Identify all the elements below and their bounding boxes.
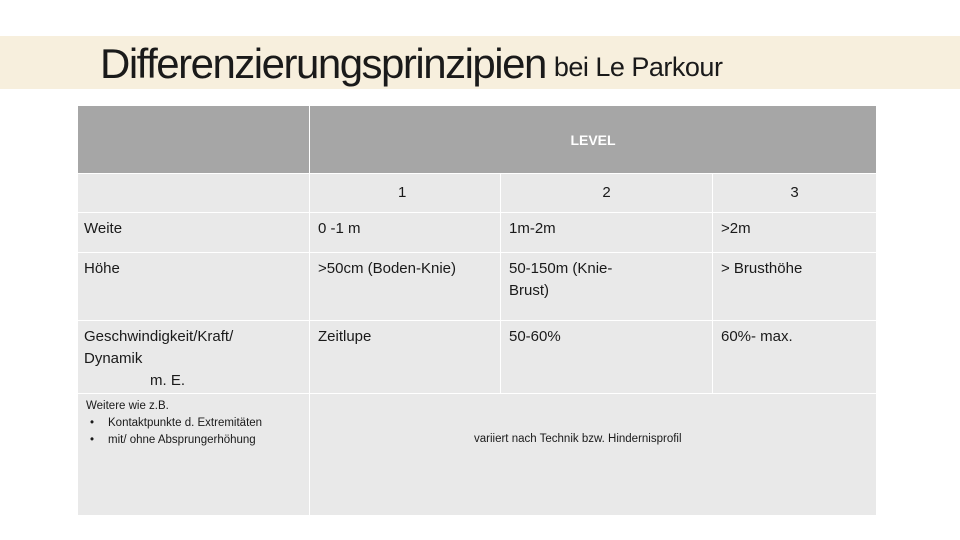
weitere-item: • Kontaktpunkte d. Extremitäten bbox=[86, 415, 301, 432]
hoehe-level-2: 50-150m (Knie- Brust) bbox=[501, 253, 712, 320]
level-label-empty-cell bbox=[78, 174, 309, 212]
header-corner-cell bbox=[78, 106, 309, 173]
row-label-weite: Weite bbox=[78, 213, 309, 252]
row-weitere bbox=[78, 394, 309, 515]
row-label-geschwindigkeit bbox=[78, 321, 309, 393]
geschwindigkeit-level-3: 60%- max. bbox=[713, 321, 876, 393]
weitere-label: Weitere wie z.B. bbox=[86, 400, 169, 412]
hoehe-level-1: >50cm (Boden-Knie) bbox=[310, 253, 500, 320]
geschwindigkeit-level-2: 50-60% bbox=[501, 321, 712, 393]
differentiation-table bbox=[78, 106, 873, 510]
level-header: LEVEL bbox=[310, 106, 876, 173]
level-1-header: 1 bbox=[310, 174, 500, 212]
geschwindigkeit-label: Geschwindigkeit/Kraft/ Dynamik bbox=[84, 328, 234, 367]
title-main: Differenzierungsprinzipien bbox=[100, 40, 546, 87]
weite-level-2: 1m-2m bbox=[501, 213, 712, 252]
hoehe-level-3: > Brusthöhe bbox=[713, 253, 876, 320]
row-label-hoehe: Höhe bbox=[78, 253, 309, 320]
title-suffix: bei Le Parkour bbox=[553, 52, 723, 82]
slide-title bbox=[100, 36, 722, 89]
weitere-list bbox=[86, 415, 301, 449]
geschwindigkeit-level-1: Zeitlupe bbox=[310, 321, 500, 393]
weite-level-1: 0 -1 m bbox=[310, 213, 500, 252]
level-2-header: 2 bbox=[501, 174, 712, 212]
weite-level-3: >2m bbox=[713, 213, 876, 252]
weitere-note: variiert nach Technik bzw. Hindernisprofil bbox=[310, 394, 876, 515]
geschwindigkeit-label-extra: m. E. bbox=[150, 372, 186, 389]
level-3-header: 3 bbox=[713, 174, 876, 212]
weitere-item: • mit/ ohne Absprungerhöhung bbox=[86, 432, 301, 449]
